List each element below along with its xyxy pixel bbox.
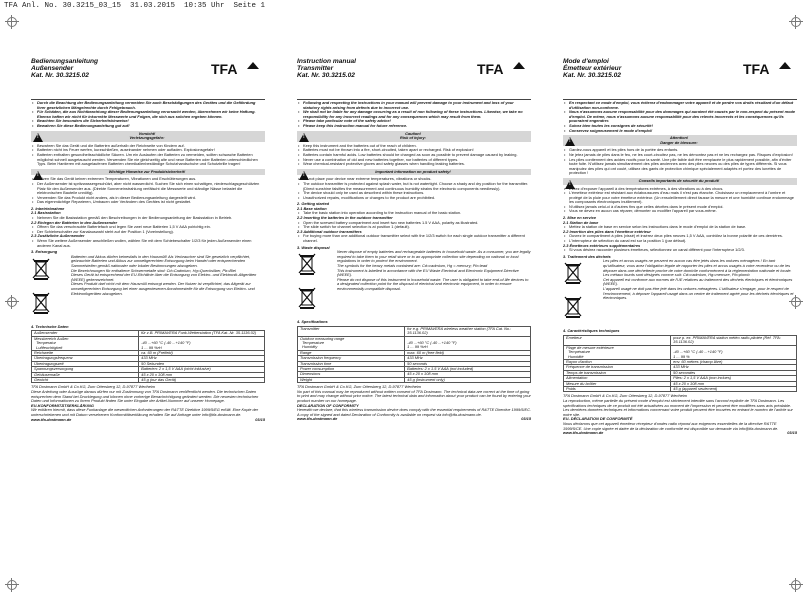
spec-key: Gewicht <box>32 378 139 383</box>
additional-transmitter-list <box>297 234 531 243</box>
list-item: • Évitez d'exposer l'appareil à des températures extrêmes, à des vibrations ou à des chocs. <box>569 187 797 192</box>
warning-triangle-icon: ! <box>565 137 575 146</box>
subsection-heading: 2.1 Station de base <box>563 219 599 225</box>
table-row <box>564 387 797 392</box>
caution-box-label: Caution! Risk of injury: <box>400 130 426 141</box>
table-row <box>32 378 265 383</box>
list-item: • Unauthorized repairs, modifications or changes to the product are prohibited. <box>303 196 531 201</box>
footer-block <box>297 385 531 422</box>
spec-key: Range <box>298 350 405 355</box>
footer-paragraph: TFA Dostmann GmbH & Co.KG, Zum Ottersberg 12, D-97877 Wertheim <box>297 384 422 390</box>
section-heading: 2. Getting started <box>297 201 329 207</box>
list-item: • Der Schiebeschalter zur Kanalauswahl steht auf der Position 1 (Voreinstellung). <box>37 230 265 235</box>
footer-paragraph: Diese Anleitung oder Auszüge daraus dürfen nur mit Zustimmung von TFA Dostmann veröffentlicht werden. Die technischen Daten entsprechen dem Stand bei Drucklegung und können ohne vorherige Benachrichtigung geändert werden. Die neuesten technischen Daten und Informationen zu Ihrem Produkt finden Sie unter Eingabe der Artikel-Nummer auf unserer Homepage. <box>31 389 259 404</box>
spec-key: Plage de mesure extérieure Température Humidité <box>564 345 671 359</box>
warning-triangle-icon: ! <box>33 133 43 142</box>
footer-paragraph: La reproduction, même partielle du présent mode d'emploi est strictement interdite sans l'accord explicite de TFA Dostmann. Les spécifications techniques de ce produit ont été actualisées au moment de l'impression et peuvent être modifiées sans avis préalable. Les dernières données techniques et informations concernant votre produit peuvent être trouvées en entrant le numéro de l'article sur notre site. <box>563 398 793 417</box>
manual-title: Bedienungsanleitung <box>31 58 99 65</box>
list-item: • Les piles contiennent des acides nocifs pour la santé. Une pile faible doit être remplacée le plus rapidement possible, afin d'éviter toute fuite. N'utilisez jamais simultanément des piles anciennes avec des piles neuves ou des piles de types différents. Si vous manipulez des piles qui ont coulé, utilisez des gants de protection chimique spécialement adaptés et portez des lunettes de protection ! <box>569 158 797 176</box>
disposal-block <box>31 255 265 323</box>
intro-item: • Following and respecting the instructions in your manual will prevent damage to your instrument and loss of your statutory rights arising from defects due to incorrect use. <box>303 101 531 110</box>
tfa-logo-text: TFA <box>477 61 504 77</box>
intro-list <box>31 101 265 129</box>
page-code: 03/15 <box>521 416 531 422</box>
spec-key: Reichweite <box>32 351 139 356</box>
spec-value: for e.g. PRIMAVERA wireless weather station (TFA Cat. No.: 35.1136.02) <box>405 326 531 336</box>
list-item: • Batteries must not be thrown into a fire, short-circuited, taken apart or recharged. Risk of explosion! <box>303 148 531 153</box>
disposal-paragraph: Les piles et accus usagés ne peuvent en aucun cas être jetés dans les ordures ménagères ! En tant qu'utilisateur, vous avez l'obligation légale de rapporter les piles et accus usagés à votre revendeur ou de les déposer dans une déchetterie proche de votre domicile conformément à la réglementation nationale et locale. <box>603 258 792 273</box>
spec-key: Temps de transmission <box>564 370 671 375</box>
battery-bin-icon <box>31 257 53 283</box>
spec-value: 45 x 20 x 108 mm <box>139 372 265 377</box>
spec-value: 433 MHz <box>671 365 797 370</box>
list-item: • Si vous désirez raccorder plusieurs émetteurs, sélectionnez un canal différent pour l'interrupteur 1/2/3. <box>569 248 797 253</box>
list-item: • Wenn Sie weitere Außensender anschließen wollen, wählen Sie mit dem Schiebeschalter 1/2/3 für jeden Außensender einen anderen Kanal aus. <box>37 239 265 248</box>
spec-value: 433 MHz <box>139 356 265 361</box>
table-row <box>298 377 531 382</box>
spec-value: für z.B. PRIMAVERA Funk-Wetterstation (TFA Kat.-Nr. 35.1136.02) <box>139 331 265 336</box>
product-safety-box-label: Conseils importants de sécurité du produit! <box>638 177 720 183</box>
footer-paragraph: DECLARATION OF CONFORMITY <box>297 402 359 408</box>
column-english <box>297 58 531 550</box>
registration-mark <box>5 15 19 29</box>
column-header <box>297 58 531 98</box>
list-item: • Nehmen Sie die Basisstation gemäß den Beschreibungen in der Bedienungsanleitung der Basisstation in Betrieb. <box>37 216 265 221</box>
spec-key: Alimentation <box>564 376 671 381</box>
weee-bin-icon <box>31 291 53 317</box>
list-item: • Wear chemical-resistant protective gloves and safety glasses when handling leaking batteries. <box>303 162 531 167</box>
disposal-block <box>297 250 531 318</box>
base-station-list <box>297 211 531 216</box>
spec-key: Mesure du boîtier <box>564 381 671 386</box>
list-item: • Ne jetez jamais de piles dans le feu, ne les court-circuitez pas, ne les démontez pas et ne les rechargez pas. Risques d'explosion! <box>569 153 797 158</box>
section-heading: 3. Entsorgung <box>31 249 58 255</box>
caution-box-label: Attention! Danger de blessure: <box>660 135 698 145</box>
spec-key: Transmitter <box>298 326 405 336</box>
disposal-paragraph: Cet appareil est conforme aux normes de l'UE relatives au traitement des déchets électriques et électroniques (WEEE). <box>603 276 793 287</box>
table-row <box>298 326 531 336</box>
additional-transmitter-list <box>563 248 797 253</box>
spec-value: env. 60 mètres (champ libre) <box>671 360 797 365</box>
list-item: • Gardez-vous appareil et les piles hors de la portée des enfants. <box>569 148 797 153</box>
base-station-list <box>31 216 265 221</box>
caution-box-label: Vorsicht! Verletzungsgefahr: <box>129 130 165 141</box>
footer-block <box>31 385 265 422</box>
spec-key: Übertragungszeit <box>32 361 139 366</box>
list-item: • Open the screwed battery compartment and insert two new batteries 1.5 V AAA, polarity as illustrated. <box>303 221 531 226</box>
spec-value: 45 x 20 x 108 mm <box>405 372 531 377</box>
column-header <box>563 58 797 98</box>
list-item: • Verwenden Sie das Produkt nicht anders, als in dieser Bedienungsanleitung dargestellt wird. <box>37 196 265 201</box>
footer-paragraph: Nous déclarons que cet appareil émetteur récepteur d'ondes radio répond aux exigences essentielles de la directive R&TTE 1999/5/CE. Une copie signée et datée de la déclaration de conformité est disponible sur demande via info@tfa-dostmann.de. <box>563 421 779 431</box>
table-row <box>564 336 797 346</box>
spec-value: 433 MHz <box>405 356 531 361</box>
tfa-logo <box>477 62 523 76</box>
spec-key: Poids <box>564 387 671 392</box>
tfa-logo <box>211 62 257 76</box>
tfa-logo <box>743 62 789 76</box>
logo-roof-icon <box>513 62 525 69</box>
registration-mark <box>789 578 803 592</box>
print-header-line: TFA Anl. No. 30.3215_03_15 31.03.2015 10:35 Uhr Seite 1 <box>4 2 266 10</box>
disposal-paragraph: Les métaux lourds sont désignés comme suit: Cd=cadmium, Hg=mercure, Pb=plomb <box>603 272 750 278</box>
spec-value: 45 g (appareil seulement) <box>671 387 797 392</box>
section-heading: 2. Inbetriebnahme <box>31 205 65 211</box>
product-safety-list <box>563 187 797 215</box>
intro-item: • Suivez bien toutes les consignes de sécurité! <box>569 124 797 129</box>
catalog-number: Kat. Nr. 30.3215.02 <box>297 72 355 79</box>
footer-paragraph: TFA Dostmann GmbH & Co.KG, Zum Ottersberg 12, D-97877 Wertheim <box>31 384 156 390</box>
subsection-heading: 2.1 Base station <box>297 205 327 211</box>
subsection-heading: 2.3 Zusätzliche Außensender <box>31 233 85 239</box>
section-heading: 4. Technische Daten <box>31 323 69 329</box>
intro-item: • Beachten Sie besonders die Sicherheitshinweise! <box>37 119 265 124</box>
disposal-paragraph: This instrument is labelled in accordance with the EU Waste Electrical and Electronic Equipment Directive (WEEE). <box>337 267 519 278</box>
product-safety-box <box>31 169 265 176</box>
product-name: Transmitter <box>297 65 334 72</box>
product-safety-list <box>31 177 265 205</box>
intro-item: • Nous n'assumons aucune responsabilité pour des dommages qui auraient été causés par le non-respect du présent mode d'emploi. De même, nous n'assumons aucune responsabilité pour des relevés incorrects et les conséquences qu'ils pourraient engendrer. <box>569 110 797 124</box>
intro-list <box>297 101 531 129</box>
disposal-paragraph: Batterien und Akkus dürfen keinesfalls in den Hausmüll! Als Verbraucher sind Sie gesetzlich verpflichtet, gebrauchte Batterien und Akkus zur umweltgerechten Entsorgung beim Handel oder entsprechenden Sammelstellen gemäß nationaler oder lokaler Bestimmungen abzugeben. <box>71 253 251 268</box>
disposal-paragraph: Dieses Gerät ist entsprechend der EU-Richtlinie über die Entsorgung von Elektro- und Elektronik-Altgeräten (WEEE) gekennzeichnet. <box>71 272 257 282</box>
table-row <box>32 336 265 350</box>
website-link[interactable]: www.tfa-dostmann.de 03/15 <box>563 430 797 436</box>
battery-bin-icon <box>297 252 319 278</box>
catalog-number: Kat. Nr. 30.3215.02 <box>563 72 621 79</box>
spec-key: Spannungsversorgung <box>32 367 139 372</box>
warning-triangle-icon: ! <box>299 133 309 142</box>
list-item: • For buying more than one additional outdoor transmitter select with the 1/2/3 switch for each single outdoor transmitter a different channel. <box>303 234 531 243</box>
list-item: • Batterien enthalten gesundheitsschädliche Säuren. Um ein Auslaufen der Batterien zu vermeiden, sollten schwache Batterien möglichst schnell ausgetauscht werden. Verwenden Sie nie gleichzeitig alte und neue Batterien oder Batterien unterschiedlichen Typs. Beim Hantieren mit ausgelaufenen Batterien chemikalienbeständige Schutzhandschuhe und Schutzbrille tragen! <box>37 153 265 167</box>
subsection-heading: 2.3 Additional outdoor transmitters <box>297 228 362 234</box>
spec-key: Messbereich Außen Temperatur Luftfeuchtigkeit <box>32 336 139 350</box>
list-item: • Do not place your device near extreme temperatures, vibrations or shocks. <box>303 177 531 182</box>
list-item: • Batteries contain harmful acids. Low batteries should be changed as soon as possible to prevent damage caused by leaking. <box>303 153 531 158</box>
spec-key: Transmission time <box>298 361 405 366</box>
list-item: • Vous ne devez en aucun cas réparer, démonter ou modifier l'appareil par vous-même. <box>569 209 797 214</box>
product-name: Außensender <box>31 65 74 72</box>
spec-value: 50 secondes <box>671 370 797 375</box>
catalog-number: Kat. Nr. 30.3215.02 <box>31 72 89 79</box>
website-link[interactable]: www.tfa-dostmann.de 03/15 <box>31 416 265 422</box>
list-item: • Setzen Sie das Gerät keinen extremen Temperaturen, Vibrationen und Erschütterungen aus. <box>37 177 265 182</box>
subsection-heading: 2.2 Einlegen der Batterien in den Außensender <box>31 219 118 225</box>
spec-value: 50 seconds <box>405 361 531 366</box>
list-item: • Batterien nicht ins Feuer werfen, kurzschließen, auseinander nehmen oder aufladen. Explosionsgefahr! <box>37 148 265 153</box>
footer-paragraph: Wir erklären hiermit, dass diese Funkanlage die wesentlichen Anforderungen der R&TTE Direktive 1999/5/EG erfüllt. Eine Kopie der unterschriebenen und mit Datum versehenen Konformitätserklärung erhalten Sie auf Anfrage unter info@tfa-dostmann.de. <box>31 407 259 418</box>
tfa-logo-text: TFA <box>743 61 770 77</box>
list-item: • Das eigenmächtige Reparieren, Umbauen oder Verändern des Gerätes ist nicht gestattet. <box>37 200 265 205</box>
disposal-paragraph: L'appareil usagé ne doit pas être jeté dans les ordures ménagères. L'utilisateur s'engage, pour le respect de l'environnement, à déposer l'appareil usagé dans un centre de traitement agréé pour les déchets électriques et électroniques. <box>603 285 794 301</box>
list-item: • L'émetteur extérieur est résistant aux éclaboussures d'eau mais il n'est pas étanche. Choisissez un emplacement à l'ombre et protégé de la pluie pour votre émetteur extérieur. (Un ensoleillement direct fausse la mesure et une humidité continue endommage les composants électroniques inutilement). <box>569 191 797 205</box>
caution-box <box>31 131 265 142</box>
spec-key: Rayon d'action <box>564 360 671 365</box>
weee-bin-icon <box>297 286 319 312</box>
spec-key: Dimensions <box>298 372 405 377</box>
caution-box <box>297 131 531 142</box>
list-item: • The device should only be used as described within these instructions. <box>303 191 531 196</box>
disposal-block <box>563 259 797 327</box>
list-item: • Bewahren Sie das Gerät und die Batterien außerhalb der Reichweite von Kindern auf. <box>37 144 265 149</box>
spec-key: Übertragungsfrequenz <box>32 356 139 361</box>
spec-value: max. 60 m (free field) <box>405 350 531 355</box>
spec-key: Outdoor measuring range Temperature Humidity <box>298 336 405 350</box>
spec-value: ca. 60 m (Freifeld) <box>139 351 265 356</box>
spec-value: 45 g (instrument only) <box>405 377 531 382</box>
spec-value: 45 x 20 x 108 mm <box>671 381 797 386</box>
specs-table <box>297 326 531 383</box>
intro-item: • Please take particular note of the safety advice! <box>303 119 531 124</box>
warning-triangle-icon: ! <box>565 180 575 189</box>
spec-key: Fréquence de transmission <box>564 365 671 370</box>
battery-insert-list <box>563 234 797 243</box>
battery-insert-list <box>297 221 531 230</box>
product-safety-box <box>563 178 797 185</box>
manual-title: Instruction manual <box>297 58 356 65</box>
spec-value: -40 ...+60 °C (-40 ...+140 °F) 1 ... 99 % <box>671 345 797 359</box>
tfa-logo-text: TFA <box>211 61 238 77</box>
spec-value: 50 Sekunden <box>139 361 265 366</box>
website-link[interactable]: www.tfa-dostmann.de 03/15 <box>297 416 531 422</box>
logo-roof-icon <box>247 62 259 69</box>
product-safety-box-label: Wichtige Hinweise zur Produktsicherheit! <box>108 168 186 174</box>
spec-key: Émetteur <box>564 336 671 346</box>
list-item: • Mettez la station de base en service selon les instructions dans le mode d'emploi de la station de base. <box>569 225 797 230</box>
footer-paragraph: EU-KONFORMITÄTSERKLÄRUNG <box>31 402 94 408</box>
product-safety-list <box>297 177 531 200</box>
product-safety-box <box>297 169 531 176</box>
list-item: • Never use a combination of old and new batteries together, nor batteries of different types. <box>303 158 531 163</box>
column-french <box>563 58 797 550</box>
footer-paragraph: Herewith we declare, that this wireless transmission device does comply with the essential requirements of R&TTE Directive 1999/5/EC. A copy of the signed and dated Declaration of Conformity is available on request via info@tfa-dostmann.de. <box>297 407 531 417</box>
subsection-heading: 2.2 Inserting the batteries in the outdoor transmitter <box>297 215 393 221</box>
footer-paragraph: No part of this manual may be reproduced without written consent of TFA Dostmann. The technical data are correct at the time of going to print and may change without prior notice. The latest technical data and information about your product can be found by entering your product number on our homepage. <box>297 388 531 404</box>
page-code: 03/15 <box>787 430 797 436</box>
page-code: 03/15 <box>255 416 265 422</box>
spec-value: -40 ...+60 °C (-40 ...+140 °F) 1 ... 99 %rH <box>139 336 265 350</box>
spec-value: Batteries: 2 x 1.5 V AAA (not included) <box>405 367 531 372</box>
table-row <box>564 345 797 359</box>
list-item: • Der Außensender ist spritzwassergeschützt, aber nicht wasserdicht. Suchen Sie sich einen schattigen, niederschlagsgeschützten Platz für den Außensender aus. (Direkte Sonneneinstrahlung verfälscht die Messwerte und ständige Nässe belastet die elektronischen Bauteile unnötig). <box>37 182 265 196</box>
registration-mark <box>5 295 19 309</box>
list-item: • N'utilisez jamais celui-ci à d'autres fins que celles décrites dans le présent mode d'emploi. <box>569 205 797 210</box>
spec-key: Außensender <box>32 331 139 336</box>
product-safety-box-label: Important information on product safety! <box>375 168 451 174</box>
specs-table <box>563 335 797 392</box>
intro-item: • Conservez soigneusement le mode d'emploi! <box>569 129 797 134</box>
intro-item: • Please keep this instruction manual for future reference. <box>303 124 531 129</box>
intro-item: • Durch die Beachtung der Bedienungsanleitung vermeiden Sie auch Beschädigungen des Gerätes und die Gefährdung Ihrer gesetzlichen Mängelrechte durch Fehlgebrauch. <box>37 101 265 110</box>
section-heading: 4. Caractéristiques techniques <box>563 328 620 334</box>
specs-table <box>31 330 265 383</box>
disposal-paragraph: The symbols for the heavy metals contained are: Cd=cadmium, Hg = mercury; Pb=lead <box>337 263 488 268</box>
disposal-paragraph: Die Bezeichnungen für enthaltene Schwermetalle sind: Cd=Cadmium, Hg=Quecksilber, Pb=Blei <box>71 267 236 273</box>
manual-title: Mode d'emploi <box>563 58 609 65</box>
caution-list <box>297 144 531 167</box>
additional-transmitter-list <box>31 239 265 248</box>
registration-mark <box>789 15 803 29</box>
intro-item: • We shall not be liable for any damage occurring as a result of non following of these instructions. Likewise, we take no responsibility for any incorrect readings and for any consequences which may result from them. <box>303 110 531 119</box>
column-german <box>31 58 265 550</box>
section-heading: 3. Waste disposal <box>297 244 330 250</box>
intro-item: • En respectant ce mode d'emploi, vous éviterez d'endommager votre appareil et de perdre vos droits résultant d'un défaut d'utilisation non-conforme. <box>569 101 797 110</box>
weee-bin-icon <box>563 295 585 321</box>
list-item: • Öffnen Sie das verschraubte Batteriefach und legen Sie zwei neue Batterien 1,5 V AAA polrichtig ein. <box>37 225 265 230</box>
list-item: • Ouvrez le compartiment à piles (vissé) et insérez deux piles neuves 1,5 V AAA, contrôlez la bonne polarité de ces dernières. <box>569 234 797 239</box>
list-item: • L'interrupteur de sélection du canal est sur la position 1 (par défaut). <box>569 239 797 244</box>
warning-triangle-icon: ! <box>299 171 309 180</box>
disposal-paragraph: Please do not dispose of this instrument in household waste. The user is obligated to take end-of-life devices to a designated collection point for the disposal of electrical and electronic equipment, in order to ensure environmentally-compatible disposal. <box>337 276 529 291</box>
logo-roof-icon <box>779 62 791 69</box>
column-header <box>31 58 265 98</box>
list-item: • Take the basic station into operation according to the instruction manual of the basic station. <box>303 211 531 216</box>
spec-key: Power consumption <box>298 367 405 372</box>
subsection-heading: 2.1 Basisstation <box>31 210 61 216</box>
disposal-paragraph: Dieses Produkt darf nicht mit dem Hausmüll entsorgt werden. Der Nutzer ist verpflichtet, das Altgerät zur umweltgerechten Entsorgung bei einer ausgewiesenen Annahmestelle für die Entsorgung von Elektro- und Elektronikgeräten abzugeben. <box>71 281 255 296</box>
list-item: • The outdoor transmitter is protected against splash water, but is not watertight. Choose a shady and dry position for the transmitter. (Direct sunshine falsifies the measurement and continuous humidity strains the electronic components needlessly). <box>303 182 531 191</box>
subsection-heading: 2.2 Insertion des piles dans l'émetteur extérieur <box>563 228 651 234</box>
spec-value: Piles: 2 x 1,5 V AAA (non inclues) <box>671 376 797 381</box>
spec-key: Transmission frequency <box>298 356 405 361</box>
list-item: • The slide switch for channel selection is at position 1 (default). <box>303 225 531 230</box>
spec-key: Gehäusemaße <box>32 372 139 377</box>
spec-value: -40 ...+60 °C (-40 ...+140 °F) 1 ... 99 %rH <box>405 336 531 350</box>
battery-insert-list <box>31 225 265 234</box>
intro-item: • Bewahren Sie diese Bedienungsanleitung gut auf! <box>37 124 265 129</box>
registration-mark <box>5 578 19 592</box>
intro-list <box>563 101 797 133</box>
list-item: • Keep this instrument and the batteries out of the reach of children. <box>303 144 531 149</box>
product-name: Émetteur extérieur <box>563 65 622 72</box>
footer-block <box>563 394 797 435</box>
section-heading: 2. Mise en service <box>563 215 597 221</box>
footer-paragraph: EU- DÉCLARATION DE CONFORMITÉ <box>563 416 633 422</box>
section-heading: 4. Specifications <box>297 319 328 325</box>
battery-bin-icon <box>563 261 585 287</box>
base-station-list <box>563 225 797 230</box>
table-row <box>298 336 531 350</box>
subsection-heading: 2.3 Émetteurs extérieurs supplémentaires <box>563 242 641 248</box>
intro-item: • Für Schäden, die aus Nichtbeachtung dieser Bedienungsanleitung verursacht werden, übernehmen wir keine Haftung. Ebenso haften wir nicht für inkorrekte Messwerte und Folgen, die sich aus solchen ergeben können. <box>37 110 265 119</box>
section-heading: 3. Traitement des déchets <box>563 253 611 259</box>
caution-list <box>31 144 265 167</box>
caution-list <box>563 148 797 176</box>
footer-paragraph: TFA Dostmann GmbH & Co.KG, Zum Ottersberg 12, D-97877 Wertheim <box>563 393 688 399</box>
disposal-paragraph: Never dispose of empty batteries and rechargeable batteries in household waste. As a consumer, you are legally required to take them to your retail store or to an appropriate collection site depending on national or local regulations in order to protect the environment. <box>337 249 531 264</box>
spec-value: pour p. ex. PRIMAVERA station météo radio-pilotée (Réf. TFA: 35.1136.02) <box>671 336 797 346</box>
caution-box <box>563 135 797 146</box>
spec-key: Weight <box>298 377 405 382</box>
spec-value: Batterien: 2 x 1,5 V AAA (nicht inklusive) <box>139 367 265 372</box>
warning-triangle-icon: ! <box>33 171 43 180</box>
spec-value: 45 g (nur das Gerät) <box>139 378 265 383</box>
